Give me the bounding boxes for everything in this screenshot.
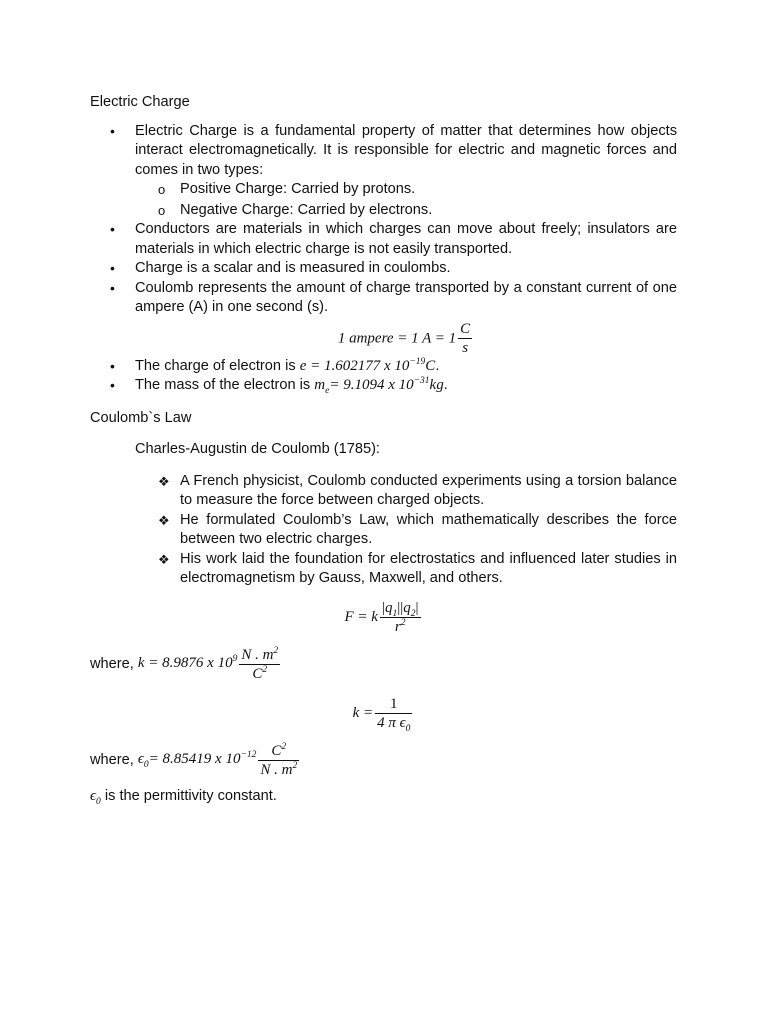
coulomb-law-fraction xyxy=(380,599,421,636)
list-item xyxy=(135,180,677,200)
permittivity-text: is the permittivity constant. xyxy=(104,787,277,804)
q2-symbol: q xyxy=(403,599,411,616)
bullet-text: The mass of the electron is xyxy=(135,377,311,393)
epsilon-unit-denominator xyxy=(258,761,299,779)
k-value: k = 8.9876 x 10 xyxy=(137,655,233,672)
ampere-fraction xyxy=(458,320,472,357)
electron-charge-unit: C xyxy=(425,357,436,374)
k-definition-den-sub: 0 xyxy=(405,723,411,734)
k-definition-fraction xyxy=(375,695,412,732)
electron-charge-exponent: −19 xyxy=(409,356,426,367)
coulomb-law-lhs: F = k xyxy=(344,608,378,625)
q2-subscript: 2 xyxy=(410,608,416,619)
epsilon-value-equation xyxy=(137,741,301,778)
electron-mass-value: = 9.1094 x 10 xyxy=(329,377,414,393)
document-page xyxy=(90,93,677,806)
epsilon-unit-num-text: C xyxy=(271,742,282,759)
electron-charge-equation xyxy=(300,358,436,374)
coulomb-facts-list xyxy=(90,472,677,589)
section-title-electric-charge: Electric Charge xyxy=(90,94,190,110)
ampere-fraction-den: s xyxy=(462,339,469,356)
bullet-icon: • xyxy=(110,260,115,276)
circle-bullet-icon: o xyxy=(158,202,166,218)
epsilon-unit-num-exp: 2 xyxy=(281,741,287,752)
epsilon-symbol: ϵ xyxy=(137,751,144,768)
k-unit-num-exp: 2 xyxy=(273,645,279,656)
permittivity-line xyxy=(90,787,677,807)
list-item xyxy=(90,220,677,259)
where-label: where, xyxy=(90,751,134,768)
k-unit-den-exp: 2 xyxy=(262,664,268,675)
permittivity-symbol xyxy=(90,787,101,807)
list-item xyxy=(90,511,677,550)
electron-mass-subscript: e xyxy=(325,386,330,396)
electric-charge-list xyxy=(90,122,677,396)
list-item xyxy=(90,279,677,357)
coulomb-law-numerator: $|q_1||q_2|$ xyxy=(381,599,419,619)
bullet-text: The charge of electron is xyxy=(135,357,296,374)
list-item xyxy=(90,259,677,279)
permittivity-epsilon: ϵ xyxy=(90,787,97,804)
sub-bullet-text: Negative Charge: Carried by electrons. xyxy=(180,201,433,218)
q1-subscript: 1 xyxy=(392,608,398,619)
list-item: • The charge of electron is e = 1.602177 x $10^{-19}C$. xyxy=(90,357,677,377)
list-item xyxy=(90,472,677,511)
k-definition-numerator: 1 xyxy=(375,695,412,714)
ampere-equation-lhs: 1 ampere = 1 A = 1 xyxy=(337,329,457,346)
r-exponent: 2 xyxy=(400,617,406,628)
list-item xyxy=(90,550,677,589)
coulomb-law-denominator xyxy=(380,618,421,636)
electron-mass-symbol: m xyxy=(314,377,326,393)
fact-text: His work laid the foundation for electrostatics and influenced later studies in electromagnetism by Gauss, Maxwell, and others. xyxy=(180,550,677,586)
ampere-equation xyxy=(135,320,677,357)
bullet-text: Charge is a scalar and is measured in coulombs. xyxy=(135,260,451,276)
epsilon-unit-numerator xyxy=(258,742,299,761)
k-unit-fraction xyxy=(239,646,280,683)
k-definition-den-text: 4 π ϵ xyxy=(377,714,406,731)
epsilon-value: = 8.85419 x 10 xyxy=(148,751,241,768)
k-unit-numerator xyxy=(239,646,280,665)
fact-text: He formulated Coulomb’s Law, which mathematically describes the force between two electric charges. xyxy=(180,511,677,547)
coulomb-law-equation xyxy=(90,599,677,636)
bullet-icon: • xyxy=(110,357,115,374)
k-unit-denominator xyxy=(239,665,280,683)
epsilon-unit-fraction xyxy=(258,742,299,779)
r-symbol: r xyxy=(394,618,401,635)
bullet-icon: • xyxy=(110,221,115,237)
q1-symbol: q xyxy=(384,599,393,616)
bullet-icon: • xyxy=(110,122,115,139)
k-value-line xyxy=(90,646,677,683)
coulomb-author-line: Charles-Augustin de Coulomb (1785): xyxy=(135,441,380,457)
electron-charge-value: e = 1.602177 x 10 xyxy=(299,357,410,374)
charge-types-list xyxy=(135,180,677,220)
k-exponent: 9 xyxy=(232,654,238,665)
list-item xyxy=(135,201,677,221)
k-definition-denominator xyxy=(375,714,412,732)
diamond-bullet-icon: ❖ xyxy=(158,512,170,528)
k-value-equation xyxy=(137,645,282,682)
bullet-icon: • xyxy=(110,279,115,296)
bullet-text: Electric Charge is a fundamental property of matter that determines how objects interact electromagnetically. It is responsible for electric and magnetic forces and comes in two types: xyxy=(135,122,677,178)
list-item: • The mass of the electron is $m_e= 9.1094$ x $10^{-31}kg$. xyxy=(110,376,448,396)
epsilon-subscript: 0 xyxy=(143,760,149,771)
sub-bullet-text: Positive Charge: Carried by protons. xyxy=(180,181,416,197)
epsilon-exponent: −12 xyxy=(240,750,257,761)
epsilon-unit-den-exp: 2 xyxy=(292,760,298,771)
ampere-fraction-num: C xyxy=(460,320,471,337)
fact-text: A French physicist, Coulomb conducted experiments using a torsion balance to measure the force between charged objects. xyxy=(180,472,677,508)
diamond-bullet-icon: ❖ xyxy=(158,473,170,489)
epsilon-unit-den-text: N . m xyxy=(260,761,293,778)
list-item xyxy=(90,122,677,221)
bullet-text: Coulomb represents the amount of charge transported by a constant current of one ampere (A) in one second (s). xyxy=(135,279,677,315)
diamond-bullet-icon: ❖ xyxy=(158,551,170,567)
k-unit-num-text: N . m xyxy=(241,646,274,663)
bullet-icon: • xyxy=(110,377,115,393)
bullet-text: Conductors are materials in which charges can move about freely; insulators are materials in which electric charge is not easily transported. xyxy=(135,221,677,257)
k-unit-den-text: C xyxy=(252,665,263,682)
section-title-coulombs-law: Coulomb`s Law xyxy=(90,409,192,426)
k-definition-lhs: k = xyxy=(352,704,374,721)
electron-mass-unit: kg xyxy=(429,377,444,393)
electron-mass-exponent: −31 xyxy=(413,376,430,386)
circle-bullet-icon: o xyxy=(158,182,166,197)
where-label: where, xyxy=(90,655,134,672)
k-definition-equation xyxy=(90,695,677,732)
permittivity-subscript: 0 xyxy=(96,796,101,807)
epsilon-value-line xyxy=(90,742,677,779)
electron-mass-equation xyxy=(314,376,444,396)
